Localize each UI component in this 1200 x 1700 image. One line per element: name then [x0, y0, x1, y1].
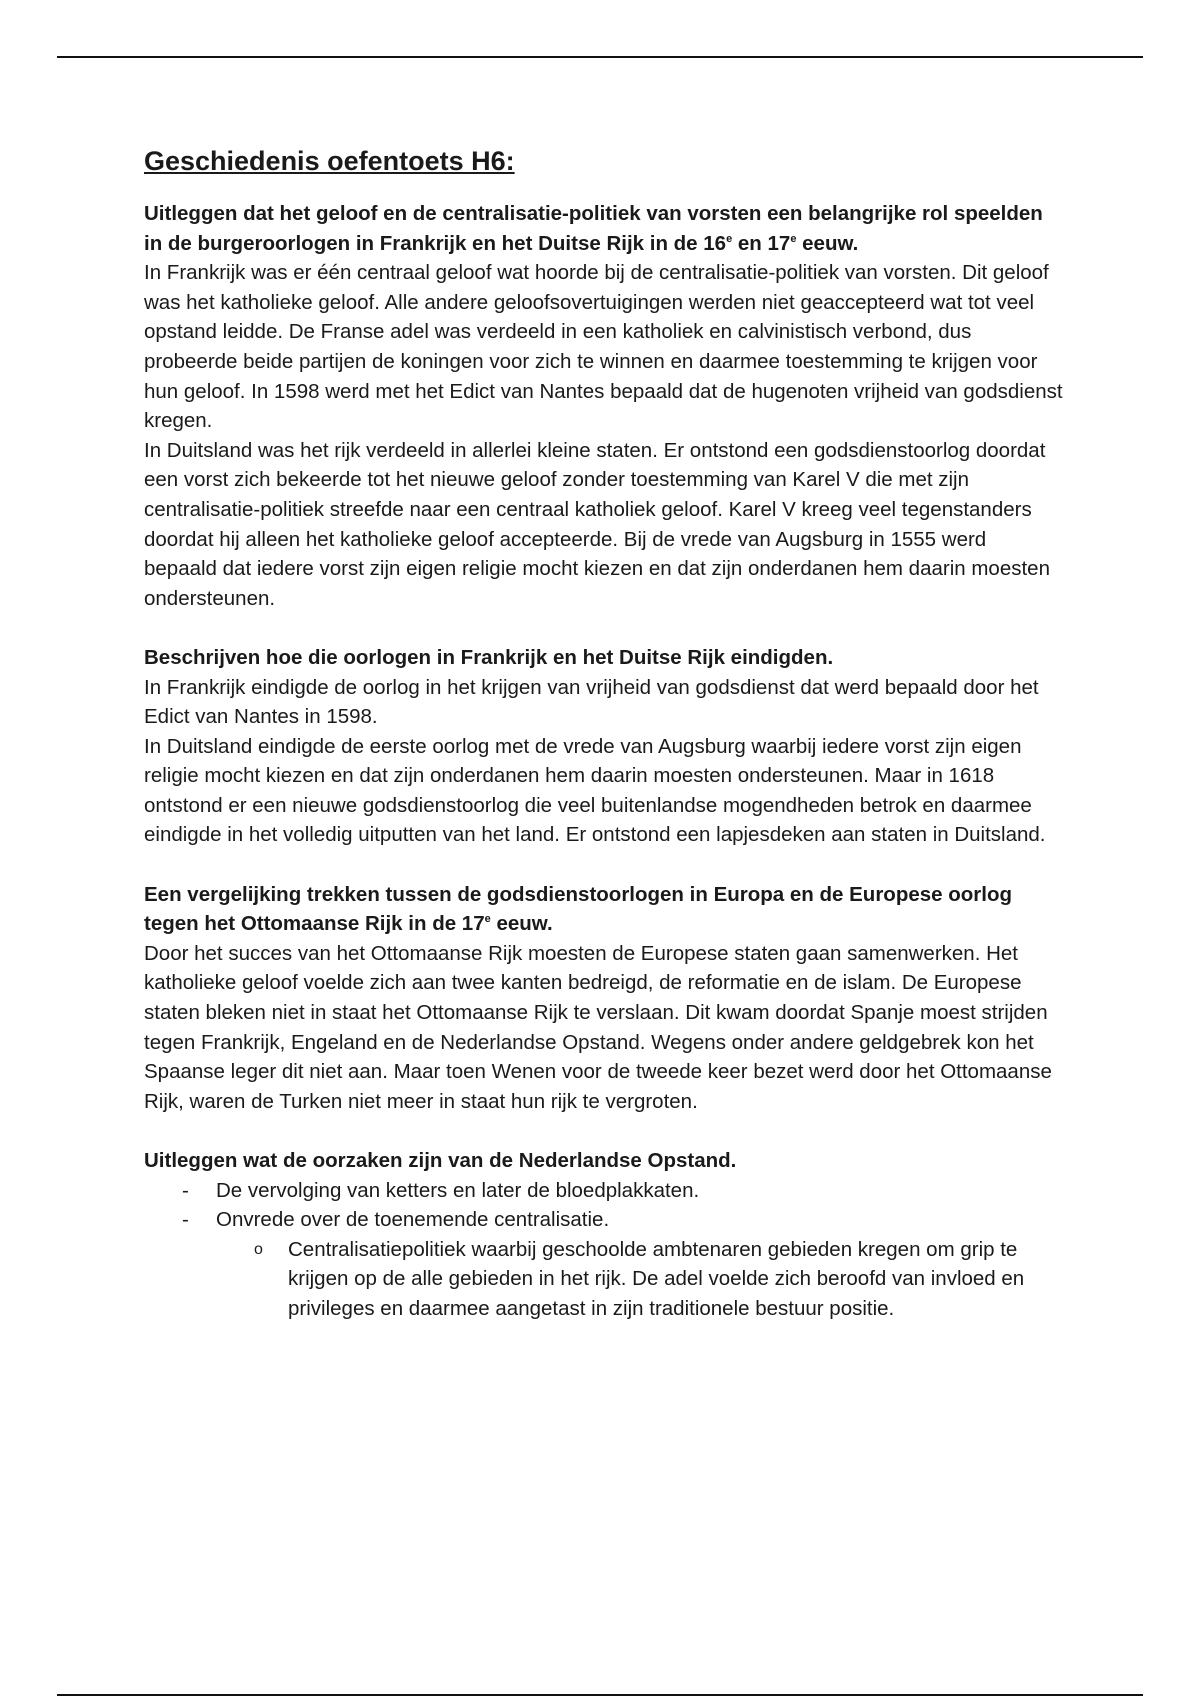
spacer	[144, 850, 1064, 880]
section-heading	[144, 880, 1064, 939]
section-heading: Uitleggen wat de oorzaken zijn van de Nederlandse Opstand.	[144, 1149, 737, 1172]
heading-text: Uitleggen dat het geloof en de centralisatie-politiek van vorsten een belangrijke rol speelden in de burgeroorlogen in Frankrijk en het Duitse Rijk in de 16	[144, 202, 1043, 255]
header-rule	[57, 56, 1143, 58]
spacer	[144, 613, 1064, 643]
heading-text: eeuw.	[490, 912, 553, 936]
superscript: e	[790, 232, 797, 245]
section-heading	[144, 199, 1064, 258]
section-vergelijking-ottomaanse-rijk	[144, 880, 1064, 1117]
heading-text: eeuw.	[796, 231, 859, 255]
heading-text: en 17	[732, 231, 791, 255]
list-item-text: Onvrede over de toenemende centralisatie.	[216, 1208, 610, 1232]
sub-list-item	[144, 1235, 1064, 1324]
document-body	[144, 144, 1064, 1324]
list-item	[144, 1176, 1064, 1206]
paragraph-duitsland: In Duitsland eindigde de eerste oorlog met de vrede van Augsburg waarbij iedere vorst zijn eigen religie mocht kiezen en dat zijn onderdanen hem daarin moesten ondersteunen. Maar in 1618 ontstond er een nieuwe godsdienstoorlog die veel buitenlandse mogendheden betrok en daarmee eindigde in het volledig uitputten van het land. Er ontstond een lapjesdeken aan staten in Duitsland.	[144, 734, 1046, 847]
sub-list-item-text: Centralisatiepolitiek waarbij geschoolde ambtenaren gebieden kregen om grip te krijgen op de alle gebieden in het rijk. De adel voelde zich beroofd van invloed en privileges en daarmee aangetast in zijn traditionele bestuur positie.	[288, 1237, 1025, 1320]
spacer	[144, 1116, 1064, 1146]
dash-marker: -	[182, 1208, 189, 1232]
paragraph-ottomaanse-rijk: Door het succes van het Ottomaanse Rijk moesten de Europese staten gaan samenwerken. Het katholieke geloof voelde zich aan twee kanten bedreigd, de reformatie en de islam. De Europese staten bleken niet in staat het Ottomaanse Rijk te verslaan. Dit kwam doordat Spanje moest strijden tegen Frankrijk, Engeland en de Nederlandse Opstand. Wegens onder andere geldgebrek kon het Spaanse leger dit niet aan. Maar toen Wenen voor de tweede keer bezet werd door het Ottomaanse Rijk, waren de Turken niet meer in staat hun rijk te vergroten.	[144, 941, 1052, 1113]
circle-bullet-icon: o	[254, 1240, 263, 1258]
heading-text: Een vergelijking trekken tussen de godsdienstoorlogen in Europa en de Europese oorlog tegen het Ottomaanse Rijk in de 17	[144, 882, 1012, 936]
superscript: e	[484, 913, 491, 926]
document-title: Geschiedenis oefentoets H6:	[144, 146, 515, 176]
section-geloof-centralisatie	[144, 199, 1064, 613]
paragraph-frankrijk: In Frankrijk was er één centraal geloof wat hoorde bij de centralisatie-politiek van vorsten. Dit geloof was het katholieke geloof. Alle andere geloofsovertuigingen werden niet geaccepteerd wat tot veel opstand leidde. De Franse adel was verdeeld in een katholiek en calvinistisch verbond, dus probeerde beide partijen de koningen voor zich te winnen en daarmee toestemming te krijgen voor hun geloof. In 1598 werd met het Edict van Nantes bepaald dat de hugenoten vrijheid van godsdienst kregen.	[144, 261, 1063, 433]
paragraph-duitsland: In Duitsland was het rijk verdeeld in allerlei kleine staten. Er ontstond een godsdienstoorlog doordat een vorst zich bekeerde tot het nieuwe geloof zonder toestemming van Karel V die met zijn centralisatie-politiek streefde naar een centraal katholiek geloof. Karel V kreeg veel tegenstanders doordat hij alleen het katholieke geloof accepteerde. Bij de vrede van Augsburg in 1555 werd bepaald dat iedere vorst zijn eigen religie mocht kiezen en dat zijn onderdanen hem daarin moesten ondersteunen.	[144, 438, 1050, 610]
section-oorzaken-opstand	[144, 1146, 1064, 1324]
list-item-text: De vervolging van ketters en later de bloedplakkaten.	[216, 1178, 700, 1202]
footer-rule	[57, 1694, 1143, 1696]
paragraph-frankrijk: In Frankrijk eindigde de oorlog in het krijgen van vrijheid van godsdienst dat werd bepaald door het Edict van Nantes in 1598.	[144, 675, 1039, 729]
list-item	[144, 1205, 1064, 1235]
sub-bullet-list	[144, 1235, 1064, 1324]
section-heading: Beschrijven hoe die oorlogen in Frankrijk en het Duitse Rijk eindigden.	[144, 645, 834, 669]
superscript: e	[726, 232, 733, 245]
bullet-list	[144, 1176, 1064, 1235]
dash-marker: -	[182, 1178, 189, 1202]
section-einde-oorlogen	[144, 643, 1064, 850]
